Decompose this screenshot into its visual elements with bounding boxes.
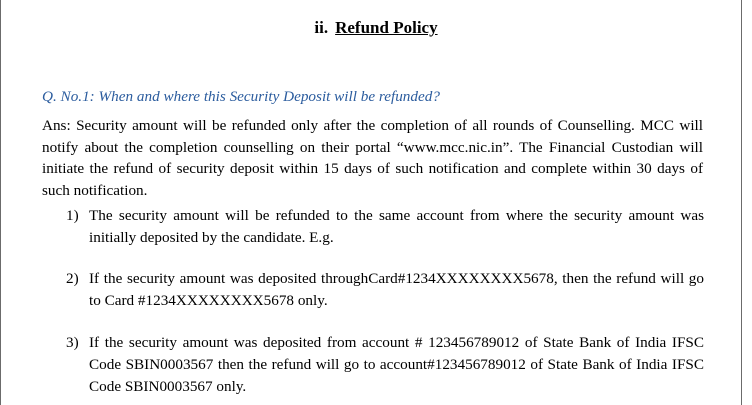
list-item — [66, 268, 704, 312]
list-item-number: 1) — [66, 207, 79, 224]
list-item — [66, 205, 704, 249]
section-number: ii. — [314, 18, 329, 37]
section-heading — [0, 18, 752, 38]
list-item-text: The security amount will be refunded to the same account from where the security amount was initially deposited by the candidate. E.g. — [89, 207, 704, 246]
section-title: Refund Policy — [335, 18, 438, 37]
list-item-number: 3) — [66, 334, 79, 351]
page-border-right — [741, 0, 742, 405]
list-item-number: 2) — [66, 270, 79, 287]
question-text: Q. No.1: When and where this Security Deposit will be refunded? — [42, 88, 440, 105]
answer-paragraph: Ans: Security amount will be refunded only after the completion of all rounds of Counselling. MCC will notify about the completion counselling on their portal “www.mcc.nic.in”. The Financial Custodian will initiate the refund of security deposit within 15 days of such notification and complete within 30 days of such notification. — [42, 117, 703, 199]
page-border-left — [0, 0, 1, 405]
list-item — [66, 332, 704, 398]
list-item-text: If the security amount was deposited from account # 123456789012 of State Bank of India IFSC Code SBIN0003567 then the refund will go to account#123456789012 of State Bank of India IFSC Code SBIN0003567 only. — [89, 334, 704, 395]
list-item-text: If the security amount was deposited throughCard#1234XXXXXXXX5678, then the refund will go to Card #1234XXXXXXXX5678 only. — [89, 270, 704, 309]
